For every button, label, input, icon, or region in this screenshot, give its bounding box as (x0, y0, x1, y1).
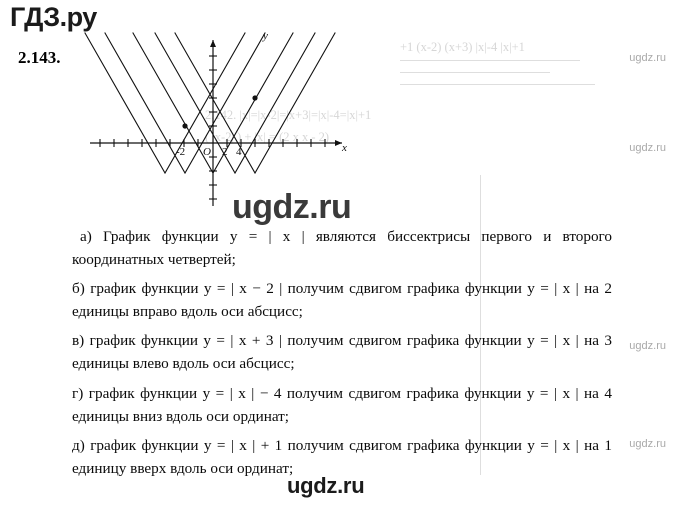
watermark-right-3: ugdz.ru (629, 340, 666, 352)
watermark-center: ugdz.ru (232, 188, 352, 226)
ghost-rule-3 (400, 84, 595, 85)
watermark-right-1: ugdz.ru (629, 52, 666, 64)
axis-label-x: x (342, 142, 347, 154)
watermark-right-2: ugdz.ru (629, 142, 666, 154)
answers-block (72, 225, 612, 486)
ghost-rule-2 (400, 72, 550, 73)
watermark-right-4: ugdz.ru (629, 438, 666, 450)
answer-g: г) график функции y = | x | − 4 получим сдвигом графика функции y = | x | на 4 единицы вниз вдоль оси ординат; (72, 384, 612, 425)
answer-b: б) график функции y = | x − 2 | получим сдвигом графика функции y = | x | на 2 единицы вправо вдоль оси абсцисс; (72, 280, 612, 321)
graph-figure (70, 28, 370, 213)
origin-label: O (203, 146, 211, 158)
x-tick-label-4: 4 (236, 146, 242, 158)
site-logo-bottom: ugdz.ru (287, 473, 365, 498)
ghost-text-2: 2.142. |x|=|x-2|=|x+3|=|x|-4=|x|+1 (205, 108, 372, 122)
x-tick-label-2: 2 (222, 146, 228, 158)
ghost-text-1: +1 (x-2) (x+3) |x|-4 |x|+1 (400, 40, 525, 54)
exercise-number: 2.143. (18, 48, 61, 67)
ghost-rule-1 (400, 60, 580, 61)
site-logo-top: ГДЗ.ру (10, 2, 97, 32)
x-tick-label-minus2: -2 (176, 146, 186, 158)
answer-a: а) График функции y = | x | являются биссектрисы первого и второго координатных четвертей; (72, 228, 612, 269)
ghost-text-3: ( |x-2| ) + |x| = (2 x x - 2) (205, 130, 330, 144)
axis-label-y: y (263, 30, 268, 42)
answer-d: д) график функции y = | x | + 1 получим сдвигом графика функции y = | x | на 1 единицу вверх вдоль оси ординат; (72, 436, 612, 477)
answer-v: в) график функции y = | x + 3 | получим сдвигом графика функции y = | x | на 3 единицы влево вдоль оси абсцисс; (72, 332, 612, 373)
